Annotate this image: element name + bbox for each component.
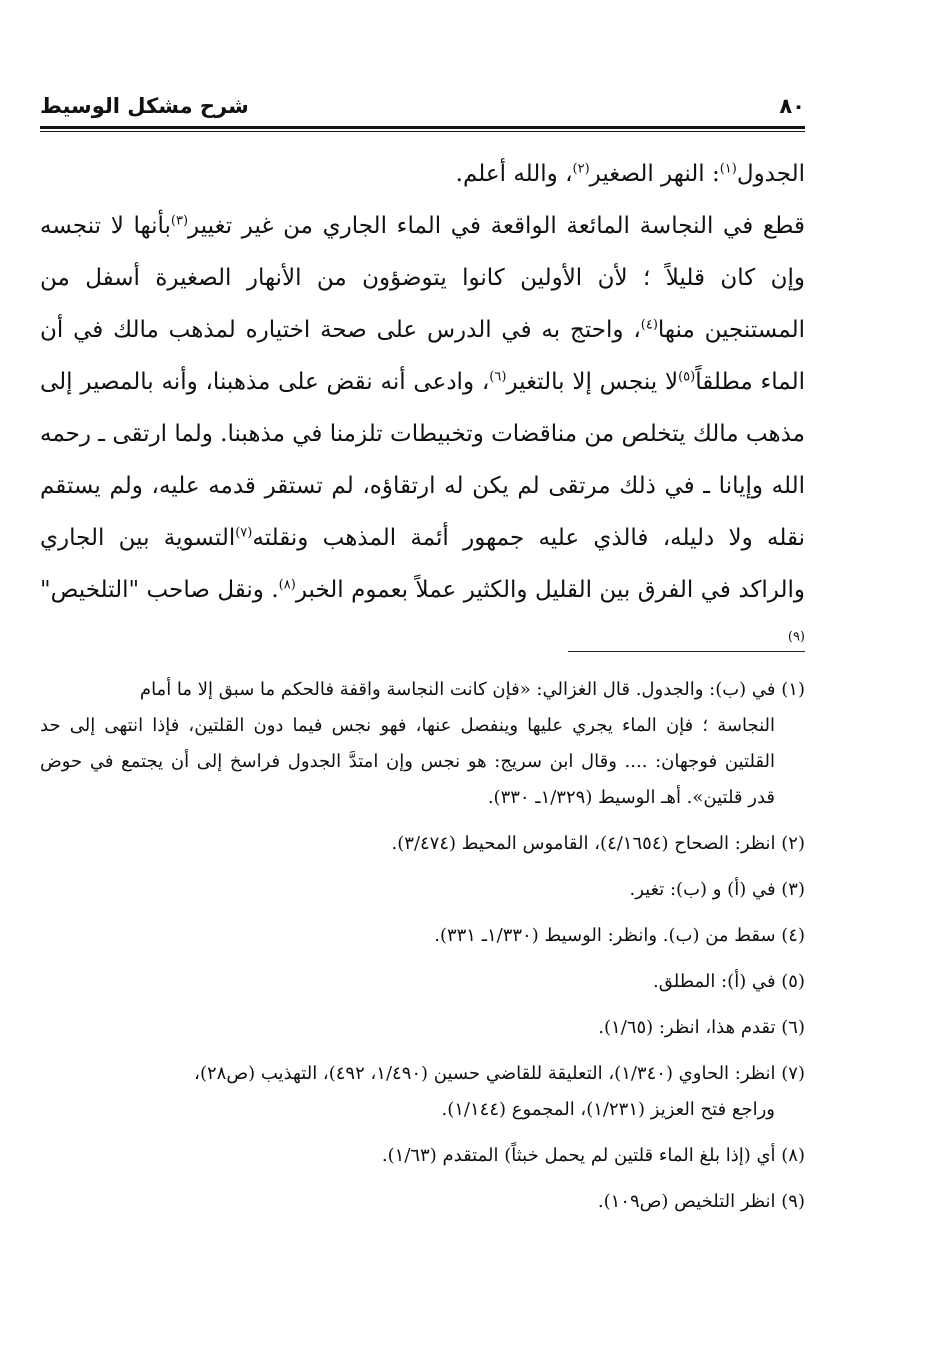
main-text [40, 148, 805, 668]
text-run: بأنها لا تنجسه وإن كان قليلاً ؛ لأن الأولين كانوا يتوضؤون من الأنهار الصغيرة أسفل من المستنجين منها [40, 213, 805, 343]
footnote-ref-1: (١) [719, 161, 737, 177]
footnote-1-continued: النجاسة ؛ فإن الماء يجري عليها وينفصل عنها، فهو نجس فيما دون القلتين، فإذا انتهى إلى حد القلتين فوجهان: .... وقال ابن سريج: هو نجس وإن امتدَّ الجدول فراسخ إلى أن يجتمع في حوض قدر قلتين». أهـ الوسيط (١/٣٢٩ـ ٣٣٠). [40, 715, 775, 808]
text-run: . ونقل صاحب "التلخيص" [40, 577, 279, 603]
footnote-5: (٥) في (أ): المطلق. [653, 971, 805, 992]
footnote-ref-4: (٤) [640, 317, 658, 333]
paragraph-2 [40, 200, 805, 668]
footnote-ref-8: (٨) [278, 577, 296, 593]
text-run: ، والله أعلم. [455, 161, 573, 187]
footnote-7-continued: وراجع فتح العزيز (١/٢٣١)، المجموع (١/١٤٤). [441, 1099, 775, 1120]
footnote-3: (٣) في (أ) و (ب): تغير. [629, 879, 805, 900]
text-run: التسوية بين الجاري والراكد في الفرق بين القليل والكثير عملاً بعموم الخبر [40, 525, 805, 603]
text-run: : النهر الصغير [589, 161, 720, 187]
footnote-4: (٤) سقط من (ب). وانظر: الوسيط (١/٣٣٠ـ ٣٣١). [434, 925, 805, 946]
page-number: ٨٠ [779, 94, 805, 118]
running-title: شرح مشكل الوسيط [40, 94, 249, 118]
paragraph-1 [40, 148, 805, 200]
footnote-ref-3: (٣) [170, 213, 189, 229]
footnote-2: (٢) انظر: الصحاح (٤/١٦٥٤)، القاموس المحيط (٣/٤٧٤). [391, 833, 805, 854]
header-rule-thick [40, 126, 805, 129]
footnote-6: (٦) تقدم هذا، انظر: (١/٦٥). [598, 1017, 805, 1038]
running-header [40, 94, 805, 124]
text-run: قطع في النجاسة المائعة الواقعة في الماء الجاري من غير تغيير [188, 213, 805, 239]
footnote-9: (٩) انظر التلخيص (ص١٠٩). [597, 1191, 805, 1212]
footnote-ref-7: (٧) [235, 525, 253, 541]
footnote-1: (١) في (ب): والجدول. قال الغزالي: «فإن كانت النجاسة واقفة فالحكم ما سبق إلا ما أمام [139, 679, 805, 700]
header-rule-thin [40, 131, 805, 132]
footnote-ref-9: (٩) [787, 629, 805, 645]
text-run: ، واحتج به في الدرس على صحة اختياره لمذهب مالك في أن الماء مطلقاً [40, 317, 806, 395]
footnote-8: (٨) أي (إذا بلغ الماء قلتين لم يحمل خبثاً) المتقدم (١/٦٣). [381, 1145, 805, 1166]
text-run: ، وادعى أنه نقض على مذهبنا، وأنه بالمصير إلى مذهب مالك يتخلص من مناقضات وتخبيطات تلزمنا في مذهبنا. ولما ارتقى ـ رحمه الله وإيانا ـ في ذلك مرتقى لم يكن له ارتقاؤه، لم تستقر قدمه عليه، ولم يستقم نقله ولا دليله، فالذي عليه جمهور أئمة المذهب ونقلته [40, 369, 805, 551]
footnote-ref-5: (٥) [678, 369, 696, 385]
footnote-separator [568, 651, 805, 652]
footnote-ref-6: (٦) [489, 369, 507, 385]
footnotes [40, 672, 805, 1220]
text-run: الجدول [736, 161, 805, 187]
footnote-7: (٧) انظر: الحاوي (١/٣٤٠)، التعليقة للقاضي حسين (١/٤٩٠، ٤٩٢)، التهذيب (ص٢٨)، [194, 1063, 805, 1084]
text-run: لا ينجس إلا بالتغير [506, 369, 679, 395]
footnote-ref-2: (٢) [572, 161, 590, 177]
